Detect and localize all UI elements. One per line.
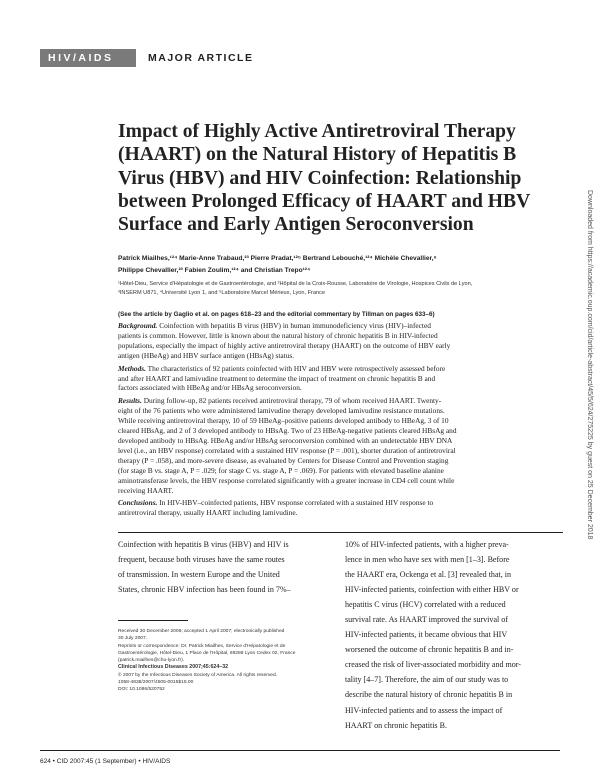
affiliations — [118, 280, 558, 298]
abstract-label: Conclusions. — [118, 498, 158, 508]
abstract-line — [118, 364, 563, 374]
abstract-text: In HIV-HBV–coinfected patients, HBV response correlated with a sustained HIV response to — [157, 498, 434, 508]
body-line: Coinfection with hepatitis B virus (HBV) and HIV is — [118, 540, 289, 549]
footer-divider — [40, 750, 560, 751]
title-line: Surface and Early Antigen Seroconversion — [118, 214, 474, 236]
abstract-line: level (i.e., an HBV response) correlated with a sustained HIV response (P = .001), shorter duration of antiretroviral — [118, 445, 456, 455]
abstract-label: Results. — [118, 396, 142, 406]
body-line: HIV-infected patients, it became obvious that HIV — [345, 630, 508, 640]
journal-citation: Clinical Infectious Diseases 2007;45:624–32 — [118, 664, 229, 671]
abstract-background — [118, 321, 563, 361]
footnote-divider — [118, 620, 188, 621]
abstract-label: Background. — [118, 321, 158, 330]
abstract — [118, 321, 563, 521]
abstract-line: antiretroviral therapy, usually HAART including lamivudine. — [118, 508, 298, 518]
abstract-line: developed antibody to HBsAg. HBeAg and/or HBsAg seroconversion combined with an undetectable HBV DNA — [118, 435, 453, 445]
footnote-line: (patrick.miailhes@chu-lyon.fr). — [118, 658, 185, 664]
body-line: creased the risk of liver-associated morbidity and mor- — [345, 660, 521, 670]
body-line: tality [4–7]. Therefore, the aim of our study was to — [345, 675, 509, 685]
footnote-line: © 2007 by the Infectious Diseases Society of America. All rights reserved. — [118, 672, 278, 678]
abstract-line — [118, 396, 563, 406]
abstract-text: Coinfection with hepatitis B virus (HBV) in human immunodeficiency virus (HIV)–infected — [157, 321, 431, 330]
body-line: 10% of HIV-infected patients, with a higher preva- — [345, 540, 509, 549]
doi: DOI: 10.1086/520752 — [118, 687, 165, 693]
abstract-line: eight of the 76 patients who were administered lamivudine therapy developed lamivudine resistance mutations. — [118, 406, 445, 416]
abstract-line: cleared HBsAg, and 2 of 3 developed antibody to HBsAg. Two of 23 HBeAg-negative patients cleared HBsAg and — [118, 426, 457, 436]
author-line: Philippe Chevallier,²³ Fabien Zoulim,¹²⁴ and Christian Trepo¹²⁴ — [118, 267, 311, 274]
abstract-line: (for stage B vs. stage A, P = .029; for stage C vs. stage A, P = .069). For patients with elevated baseline alanine — [118, 465, 444, 475]
body-line: frequent, because both viruses have the same routes — [118, 555, 285, 565]
abstract-line — [118, 321, 563, 331]
body-line: the HAART era, Ockenga et al. [3] revealed that, in — [345, 570, 512, 580]
affiliation-line: ¹Hôtel-Dieu, Service d'Hépatologie et de Gastroentérologie, and ²Hôpital de la Croix-Rousse, Laboratoire de Virologie, Hospices Civils de Lyon, — [118, 281, 473, 287]
abstract-label: Methods. — [118, 363, 146, 373]
body-line: HIV-infected patients, coinfection with either HBV or — [345, 585, 519, 595]
title-line: Impact of Highly Active Antiretroviral Therapy — [118, 121, 516, 142]
abstract-line: therapy (P = .058), and more-severe disease, as evaluated by Centers for Disease Control and Prevention staging — [118, 455, 449, 465]
article-type-label: MAJOR ARTICLE — [148, 52, 254, 64]
body-line: HAART on chronic hepatitis B. — [345, 720, 447, 730]
abstract-line: and after HAART and lamivudine treatment to determine the impact of treatment on chronic hepatitis B and — [118, 373, 436, 383]
related-articles-note: (See the article by Gaglio et al. on pages 618–23 and the editorial commentary by Tillman on pages 633–6) — [118, 311, 435, 318]
abstract-divider — [118, 532, 563, 533]
title-line: (HAART) on the Natural History of Hepatitis B — [118, 144, 517, 166]
title-line: Virus (HBV) and HIV Coinfection: Relationship — [118, 167, 522, 189]
abstract-line: antigen (HBeAg) and HBV surface antigen (HBsAg) status. — [118, 350, 295, 360]
article-title — [118, 120, 538, 236]
abstract-line: factors associated with HBeAg and/or HBsAg seroconversion. — [118, 383, 302, 393]
footnote-line: Gastroentérologie, Hôtel-Dieu, 1 Place de l'Hôpital, 69288 Lyon Cedex 02, France — [118, 650, 296, 656]
body-line: lence in men who have sex with men [1–3]. Before — [345, 555, 510, 565]
abstract-results — [118, 396, 563, 495]
abstract-methods — [118, 364, 563, 394]
body-column-left — [118, 537, 328, 597]
abstract-line: receiving HAART. — [118, 485, 174, 495]
page-footer: 624 • CID 2007:45 (1 September) • HIV/AIDS — [40, 758, 171, 765]
download-watermark: Downloaded from https://academic.oup.com/cid/article-abstract/45/5/624/275225 by guest on 25 December 2018 — [586, 190, 593, 540]
abstract-line: patients is common. However, little is known about the natural history of chronic hepatitis B in HIV-infected — [118, 330, 438, 340]
abstract-text: The characteristics of 92 patients coinfected with HIV and HBV were retrospectively assessed before — [145, 363, 446, 373]
body-line: States, chronic HBV infection has been found in 7%– — [118, 585, 291, 595]
abstract-line: While receiving antiretroviral therapy, 10 of 59 HBeAg–positive patients developed antibody to HBeAg, 3 of 10 — [118, 416, 449, 426]
abstract-line: populations, especially the impact of highly active antiretroviral therapy (HAART) on the outcome of HBV early — [118, 340, 451, 350]
abstract-text: During follow-up, 82 patients received antiretroviral therapy, 79 of whom received HAART. Twenty- — [141, 396, 442, 406]
abstract-line: aminotransferase levels, the HBV response correlated significantly with a greater increase in CD4 cell count while — [118, 475, 455, 485]
abstract-conclusions — [118, 498, 563, 518]
footnote-line: 30 July 2007. — [118, 636, 148, 642]
body-line: HIV-infected patients and to assess the impact of — [345, 705, 503, 715]
footnote-line: Reprints or correspondence: Dr. Patrick Miailhes, Service d'Hépatologie et de — [118, 643, 286, 649]
body-line: hepatitis C virus (HCV) correlated with a reduced — [345, 600, 506, 610]
body-line: describe the natural history of chronic hepatitis B in — [345, 690, 513, 700]
footnote-line: 1058-4838/2007/4505-0015$15.00 — [118, 680, 194, 686]
title-line: between Prolonged Efficacy of HAART and HBV — [118, 190, 531, 212]
body-line: of transmission. In western Europe and the United — [118, 570, 280, 580]
body-column-right — [345, 537, 563, 733]
body-line: survival rate. As HAART improved the survival of — [345, 615, 508, 625]
section-tag: HIV/AIDS — [40, 49, 136, 67]
affiliation-line: ³INSERM U871, ⁴Université Lyon 1, and ⁵Laboratoire Marcel Mérieux, Lyon, France — [118, 290, 326, 296]
body-line: worsened the outcome of chronic hepatitis B and in- — [345, 645, 514, 655]
author-line: Patrick Miailhes,¹²⁴ Marie-Anne Trabaud,²³ Pierre Pradat,¹²⁵ Bertrand Lebouché,¹²⁴ Michèle Chevallier,⁶ — [118, 255, 437, 262]
footnote-line: Received 30 December 2006; accepted 1 April 2007; electronically published — [118, 629, 285, 634]
abstract-line — [118, 498, 563, 508]
author-list — [118, 253, 558, 277]
footnote — [118, 628, 328, 694]
